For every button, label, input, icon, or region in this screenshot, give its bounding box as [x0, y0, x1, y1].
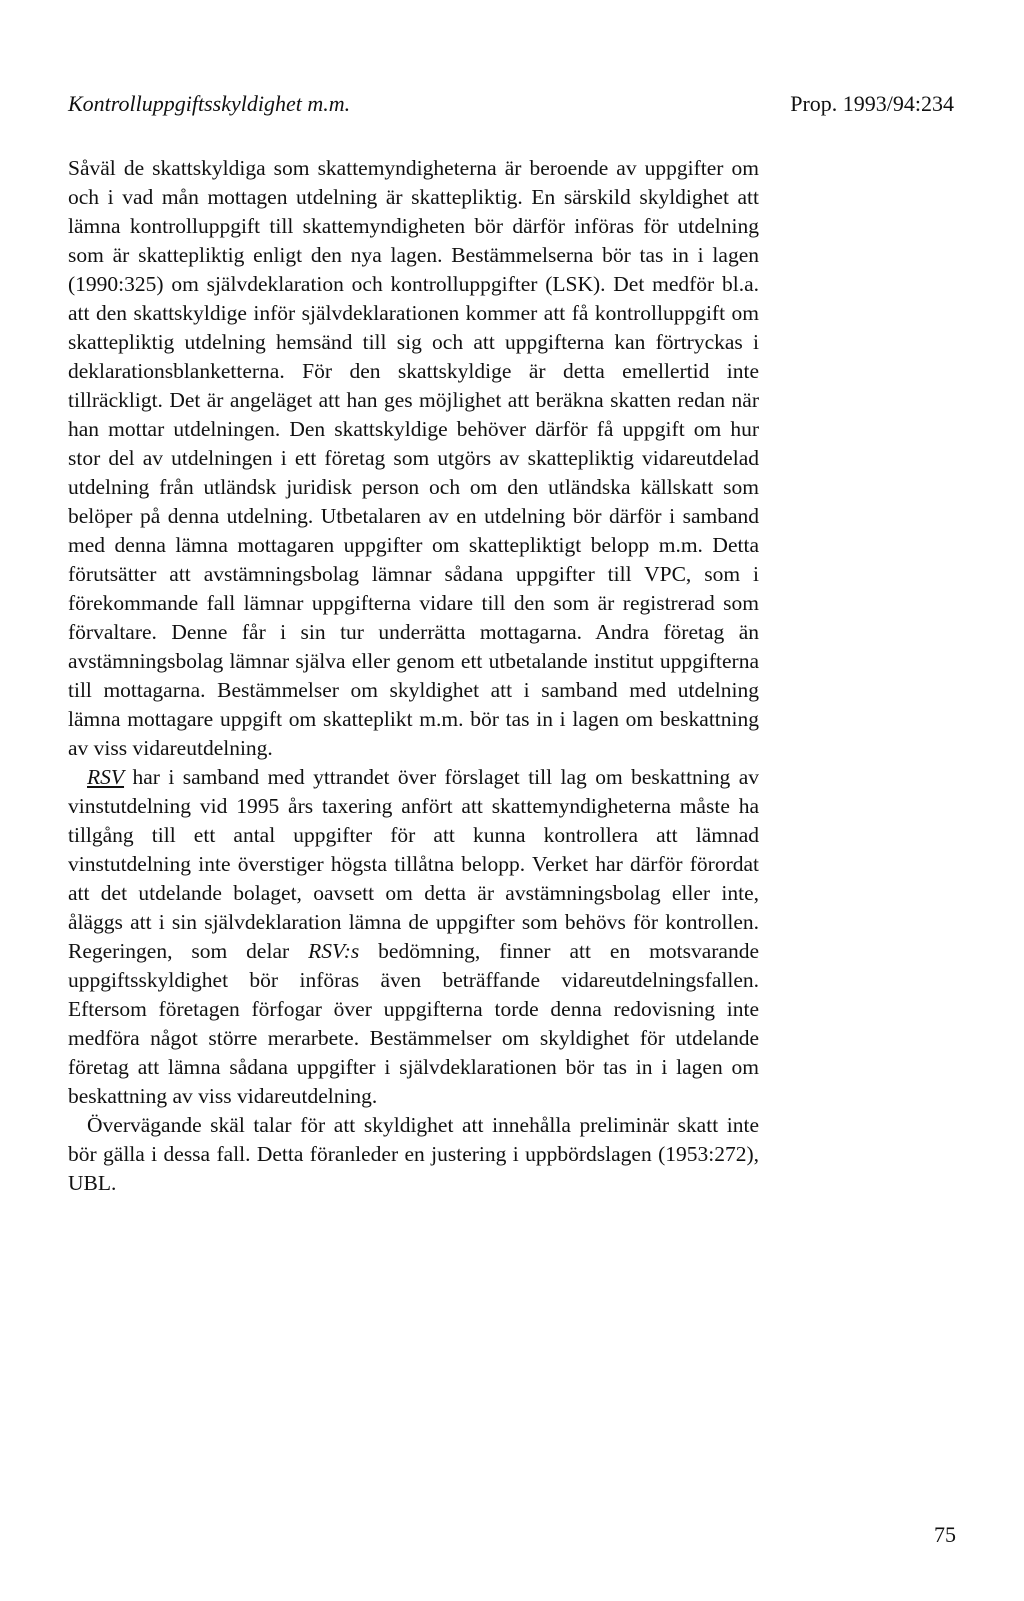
document-reference: Prop. 1993/94:234 — [790, 91, 954, 116]
rsv-paragraph-part-1: har i samband med yttrandet över förslaget till lag om beskattning av vinstutdelning vid 1995 års taxering anfört att skattemyndigheterna måste ha tillgång till ett antal uppgifter för att kunna kontrollera att lämnad vinstutdelning inte överstiger högsta tillåtna belopp. Verket har därför förordat att det utdelande bolaget, oavsett om detta är avstämningsbolag eller inte, åläggs att i sin självdeklaration lämna de uppgifter som behövs för kontrollen. Regeringen, som delar — [68, 765, 759, 963]
running-title: Kontrolluppgiftsskyldighet m.m. — [68, 91, 351, 116]
rsv-reference: RSV — [87, 765, 125, 789]
paragraph-preliminar-skatt: Övervägande skäl talar för att skyldighet att innehålla preliminär skatt inte bör gälla i dessa fall. Detta föranleder en justering i uppbördslagen (1953:272), UBL. — [68, 1113, 759, 1195]
paragraph-kontrolluppgift: Såväl de skattskyldiga som skattemyndigheterna är beroende av uppgifter om och i vad mån mottagen utdelning är skattepliktig. En särskild skyldighet att lämna kontrolluppgift till skattemyndigheten bör därför införas för utdelning som är skattepliktig enligt den nya lagen. Bestämmelserna bör tas in i lagen (1990:325) om självdeklaration och kontrolluppgifter (LSK). Det medför bl.a. att den skattskyldige inför självdeklarationen kommer att få kontrolluppgift om skattepliktig utdelning hemsänd till sig och att uppgifterna kan förtryckas i deklarationsblanketterna. För den skattskyldige är detta emellertid inte tillräckligt. Det är angeläget att han ges möjlighet att beräkna skatten redan när han mottar utdelningen. Den skattskyldige behöver därför få uppgift om hur stor del av utdelningen i ett företag som utgörs av skattepliktig vidareutdelad utdelning från utländsk juridisk person och om den utländska källskatt som belöper på denna utdelning. Utbetalaren av en utdelning bör därför i samband med denna lämna mottagaren uppgifter om skattepliktigt belopp m.m. Detta förutsätter att avstämningsbolag lämnar sådana uppgifter till VPC, som i förekommande fall lämnar uppgifterna vidare till den som är registrerad som förvaltare. Denne får i sin tur underrätta mottagarna. Andra företag än avstämningsbolag lämnar själva eller genom ett utbetalande institut uppgifterna till mottagarna. Bestämmelser om skyldighet att i samband med utdelning lämna mottagare uppgift om skatteplikt m.m. bör tas in i lagen om beskattning av viss vidareutdelning. — [68, 156, 759, 760]
rsv-paragraph-part-2: bedömning, finner att en motsvarande uppgiftsskyldighet bör införas även beträffande vidareutdelningsfallen. Eftersom företagen förfogar över uppgifterna torde denna redovisning inte medföra något större merarbete. Bestämmelser om skyldighet för utdelande företag att lämna sådana uppgifter i självdeklarationen bör tas in i lagen om beskattning av viss vidareutdelning. — [68, 939, 759, 1108]
paragraph-rsv — [68, 763, 759, 1111]
rsv-citation: RSV:s — [308, 939, 360, 963]
page-number: 75 — [934, 1522, 956, 1547]
body-text — [68, 154, 759, 1198]
